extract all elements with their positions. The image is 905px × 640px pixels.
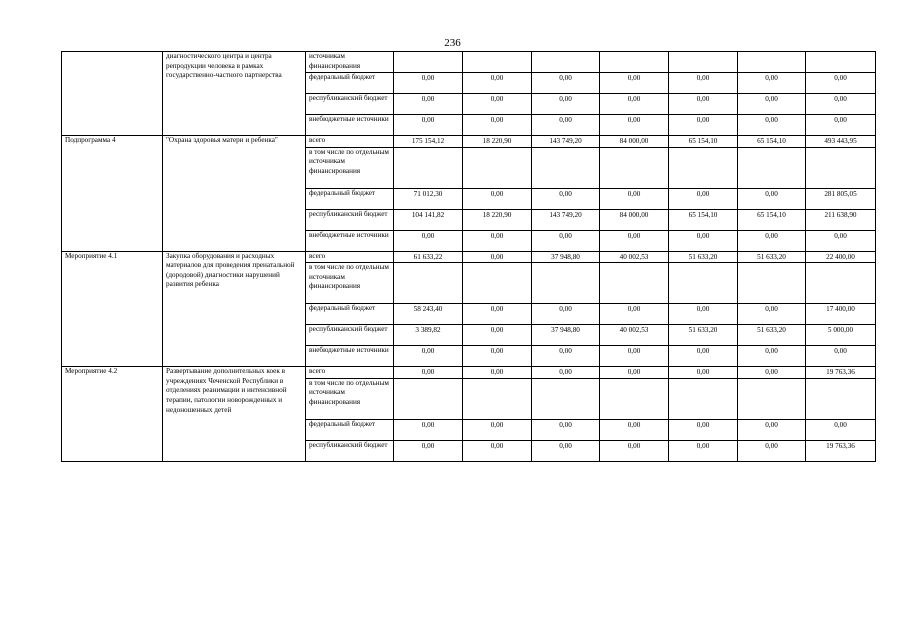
funding-source-cell: федеральный бюджет	[306, 188, 394, 209]
description-cell: Развертывание дополнительных коек в учреждениях Чеченской Республики в отделениях реанимации и интенсивной терапии, патологии новорожденных и недоношенных детей	[163, 367, 306, 462]
program-cell	[62, 52, 163, 136]
funding-source-cell: всего	[306, 251, 394, 263]
page-number: 236	[444, 37, 461, 49]
funding-source-cell: в том числе по отдельным источникам финансирования	[306, 147, 394, 188]
funding-source-cell: внебюджетные источники	[306, 346, 394, 367]
value-cell: 0,00	[532, 188, 600, 209]
value-cell	[463, 263, 532, 304]
value-cell: 0,00	[738, 73, 806, 94]
value-cell: 143 749,20	[532, 209, 600, 230]
description-cell: "Охрана здоровья матери и ребенка"	[163, 136, 306, 252]
value-cell: 0,00	[669, 230, 738, 251]
value-cell: 0,00	[463, 440, 532, 461]
value-cell: 0,00	[463, 73, 532, 94]
value-cell: 0,00	[738, 94, 806, 115]
value-cell: 65 154,10	[738, 209, 806, 230]
value-cell: 0,00	[600, 115, 669, 136]
value-cell: 0,00	[738, 346, 806, 367]
value-cell: 51 633,20	[738, 251, 806, 263]
value-cell: 0,00	[669, 115, 738, 136]
value-cell: 84 000,00	[600, 209, 669, 230]
value-cell: 0,00	[463, 367, 532, 379]
value-cell: 0,00	[600, 304, 669, 325]
table-row	[62, 136, 876, 148]
table-row	[62, 52, 876, 73]
value-cell: 65 154,10	[669, 209, 738, 230]
value-cell: 0,00	[394, 230, 463, 251]
value-cell: 0,00	[532, 304, 600, 325]
value-cell: 0,00	[806, 73, 876, 94]
value-cell: 143 749,20	[532, 136, 600, 148]
value-cell: 0,00	[532, 346, 600, 367]
value-cell: 22 400,00	[806, 251, 876, 263]
value-cell	[669, 52, 738, 73]
value-cell	[669, 378, 738, 419]
value-cell	[806, 147, 876, 188]
value-cell: 0,00	[738, 230, 806, 251]
value-cell	[532, 147, 600, 188]
value-cell: 3 389,82	[394, 325, 463, 346]
value-cell: 18 220,90	[463, 136, 532, 148]
value-cell: 0,00	[463, 115, 532, 136]
value-cell	[600, 263, 669, 304]
description-cell: Закупка оборудования и расходных материалов для проведения пренатальной (дородовой) диагностики нарушений развития ребенка	[163, 251, 306, 367]
value-cell: 0,00	[463, 94, 532, 115]
value-cell: 0,00	[394, 94, 463, 115]
value-cell: 0,00	[600, 367, 669, 379]
value-cell	[463, 52, 532, 73]
value-cell	[394, 263, 463, 304]
value-cell: 37 948,80	[532, 325, 600, 346]
description-cell: диагностического центра и центра репродукции человека в рамках государственно-частного партнерства	[163, 52, 306, 136]
value-cell	[600, 147, 669, 188]
value-cell: 61 633,22	[394, 251, 463, 263]
value-cell: 493 443,95	[806, 136, 876, 148]
value-cell: 0,00	[669, 304, 738, 325]
value-cell	[738, 147, 806, 188]
funding-source-cell: источникам финансирования	[306, 52, 394, 73]
value-cell	[600, 52, 669, 73]
value-cell: 65 154,10	[738, 136, 806, 148]
value-cell: 65 154,10	[669, 136, 738, 148]
value-cell: 5 000,00	[806, 325, 876, 346]
value-cell: 19 763,36	[806, 440, 876, 461]
value-cell: 0,00	[738, 367, 806, 379]
program-cell: Подпрограмма 4	[62, 136, 163, 252]
value-cell: 0,00	[738, 419, 806, 440]
value-cell: 0,00	[532, 115, 600, 136]
value-cell: 0,00	[669, 94, 738, 115]
value-cell: 211 638,90	[806, 209, 876, 230]
value-cell: 0,00	[532, 73, 600, 94]
value-cell: 0,00	[806, 419, 876, 440]
value-cell	[738, 263, 806, 304]
value-cell: 0,00	[463, 419, 532, 440]
value-cell: 0,00	[806, 94, 876, 115]
value-cell: 0,00	[394, 367, 463, 379]
value-cell: 0,00	[669, 440, 738, 461]
funding-source-cell: в том числе по отдельным источникам финансирования	[306, 378, 394, 419]
value-cell: 0,00	[600, 73, 669, 94]
value-cell: 175 154,12	[394, 136, 463, 148]
value-cell	[806, 378, 876, 419]
value-cell: 0,00	[394, 440, 463, 461]
value-cell	[532, 263, 600, 304]
value-cell: 0,00	[394, 419, 463, 440]
program-cell: Мероприятие 4.1	[62, 251, 163, 367]
value-cell: 0,00	[600, 188, 669, 209]
value-cell	[600, 378, 669, 419]
value-cell: 19 763,36	[806, 367, 876, 379]
value-cell: 0,00	[463, 251, 532, 263]
value-cell	[463, 147, 532, 188]
value-cell: 0,00	[394, 115, 463, 136]
value-cell	[669, 147, 738, 188]
value-cell: 0,00	[394, 73, 463, 94]
value-cell: 0,00	[669, 367, 738, 379]
value-cell	[806, 263, 876, 304]
value-cell: 58 243,40	[394, 304, 463, 325]
value-cell: 0,00	[532, 419, 600, 440]
value-cell	[532, 378, 600, 419]
value-cell: 51 633,20	[669, 251, 738, 263]
value-cell: 0,00	[394, 346, 463, 367]
table-row	[62, 367, 876, 379]
value-cell: 0,00	[532, 230, 600, 251]
value-cell: 18 220,90	[463, 209, 532, 230]
funding-source-cell: всего	[306, 367, 394, 379]
value-cell: 0,00	[463, 230, 532, 251]
value-cell	[394, 378, 463, 419]
value-cell: 0,00	[600, 440, 669, 461]
value-cell	[532, 52, 600, 73]
value-cell: 0,00	[463, 304, 532, 325]
value-cell: 40 002,53	[600, 325, 669, 346]
table-row	[62, 251, 876, 263]
value-cell: 0,00	[738, 188, 806, 209]
value-cell: 0,00	[738, 304, 806, 325]
value-cell: 0,00	[669, 346, 738, 367]
value-cell: 0,00	[806, 230, 876, 251]
value-cell: 0,00	[463, 325, 532, 346]
funding-source-cell: республиканский бюджет	[306, 440, 394, 461]
value-cell: 0,00	[669, 73, 738, 94]
value-cell: 17 400,00	[806, 304, 876, 325]
value-cell	[394, 147, 463, 188]
value-cell: 0,00	[600, 346, 669, 367]
value-cell: 0,00	[600, 230, 669, 251]
funding-source-cell: всего	[306, 136, 394, 148]
value-cell: 0,00	[806, 115, 876, 136]
funding-source-cell: внебюджетные источники	[306, 115, 394, 136]
value-cell	[394, 52, 463, 73]
value-cell: 0,00	[738, 440, 806, 461]
value-cell: 40 002,53	[600, 251, 669, 263]
funding-source-cell: федеральный бюджет	[306, 73, 394, 94]
value-cell: 37 948,80	[532, 251, 600, 263]
value-cell: 0,00	[600, 419, 669, 440]
program-cell: Мероприятие 4.2	[62, 367, 163, 462]
funding-source-cell: федеральный бюджет	[306, 304, 394, 325]
value-cell: 0,00	[463, 346, 532, 367]
funding-source-cell: республиканский бюджет	[306, 94, 394, 115]
value-cell: 0,00	[532, 440, 600, 461]
value-cell: 0,00	[600, 94, 669, 115]
value-cell: 0,00	[669, 188, 738, 209]
value-cell: 0,00	[463, 188, 532, 209]
value-cell	[463, 378, 532, 419]
value-cell	[738, 52, 806, 73]
value-cell: 0,00	[669, 419, 738, 440]
value-cell: 0,00	[738, 115, 806, 136]
value-cell: 104 141,82	[394, 209, 463, 230]
funding-source-cell: в том числе по отдельным источникам финансирования	[306, 263, 394, 304]
value-cell: 0,00	[532, 367, 600, 379]
value-cell	[806, 52, 876, 73]
funding-source-cell: федеральный бюджет	[306, 419, 394, 440]
value-cell: 51 633,20	[738, 325, 806, 346]
value-cell: 51 633,20	[669, 325, 738, 346]
value-cell	[669, 263, 738, 304]
funding-table	[61, 51, 876, 462]
funding-source-cell: республиканский бюджет	[306, 325, 394, 346]
funding-source-cell: внебюджетные источники	[306, 230, 394, 251]
value-cell	[738, 378, 806, 419]
funding-source-cell: республиканский бюджет	[306, 209, 394, 230]
value-cell: 281 805,05	[806, 188, 876, 209]
value-cell: 0,00	[806, 346, 876, 367]
value-cell: 84 000,00	[600, 136, 669, 148]
value-cell: 71 012,30	[394, 188, 463, 209]
value-cell: 0,00	[532, 94, 600, 115]
